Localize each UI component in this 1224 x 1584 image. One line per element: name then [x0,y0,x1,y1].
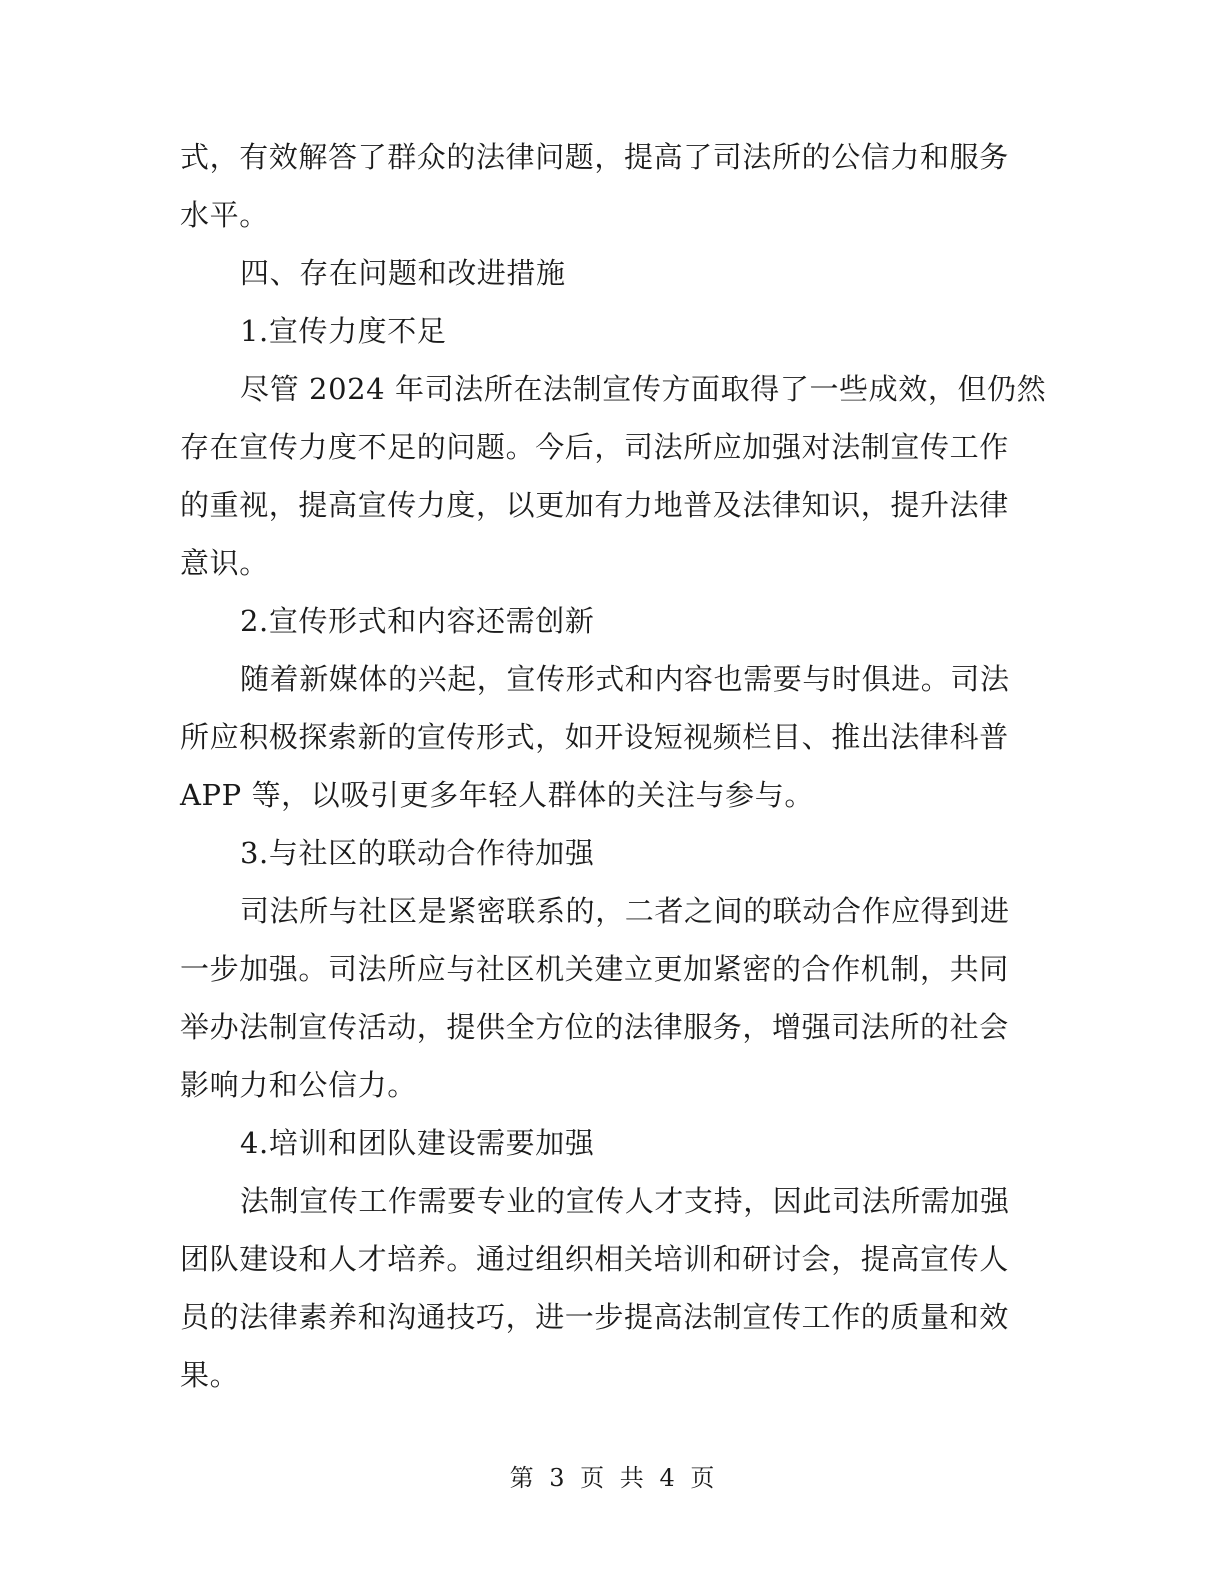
body-text [180,128,1047,1404]
text-line: APP 等，以吸引更多年轻人群体的关注与参与。 [180,778,814,812]
page-number-footer: 第 3 页 共 4 页 [509,1464,715,1492]
text-line: 司法所与社区是紧密联系的，二者之间的联动合作应得到进 [240,894,1010,928]
text-line: 所应积极探索新的宣传形式，如开设短视频栏目、推出法律科普 [180,720,1009,754]
text-line: 果。 [180,1358,240,1392]
text-line: 举办法制宣传活动，提供全方位的法律服务，增强司法所的社会 [180,1010,1009,1044]
subsection-heading: 2.宣传形式和内容还需创新 [240,604,595,638]
text-line: 的重视，提高宣传力度，以更加有力地普及法律知识，提升法律 [180,488,1009,522]
text-line: 式，有效解答了群众的法律问题，提高了司法所的公信力和服务 [180,140,1009,174]
text-line: 员的法律素养和沟通技巧，进一步提高法制宣传工作的质量和效 [180,1300,1009,1334]
subsection-heading: 1.宣传力度不足 [240,314,447,348]
text-line: 影响力和公信力。 [180,1068,417,1102]
text-line: 一步加强。司法所应与社区机关建立更加紧密的合作机制，共同 [180,952,1009,986]
text-line: 团队建设和人才培养。通过组织相关培训和研讨会，提高宣传人 [180,1242,1009,1276]
text-line: 意识。 [180,546,269,580]
text-line: 尽管 2024 年司法所在法制宣传方面取得了一些成效，但仍然 [240,372,1047,406]
text-line: 存在宣传力度不足的问题。今后，司法所应加强对法制宣传工作 [180,430,1009,464]
subsection-heading: 4.培训和团队建设需要加强 [240,1126,595,1160]
text-line: 随着新媒体的兴起，宣传形式和内容也需要与时俱进。司法 [240,662,1010,696]
text-line: 水平。 [180,198,269,232]
text-line: 法制宣传工作需要专业的宣传人才支持，因此司法所需加强 [240,1184,1010,1218]
subsection-heading: 3.与社区的联动合作待加强 [240,836,595,870]
section-heading: 四、存在问题和改进措施 [240,256,566,290]
